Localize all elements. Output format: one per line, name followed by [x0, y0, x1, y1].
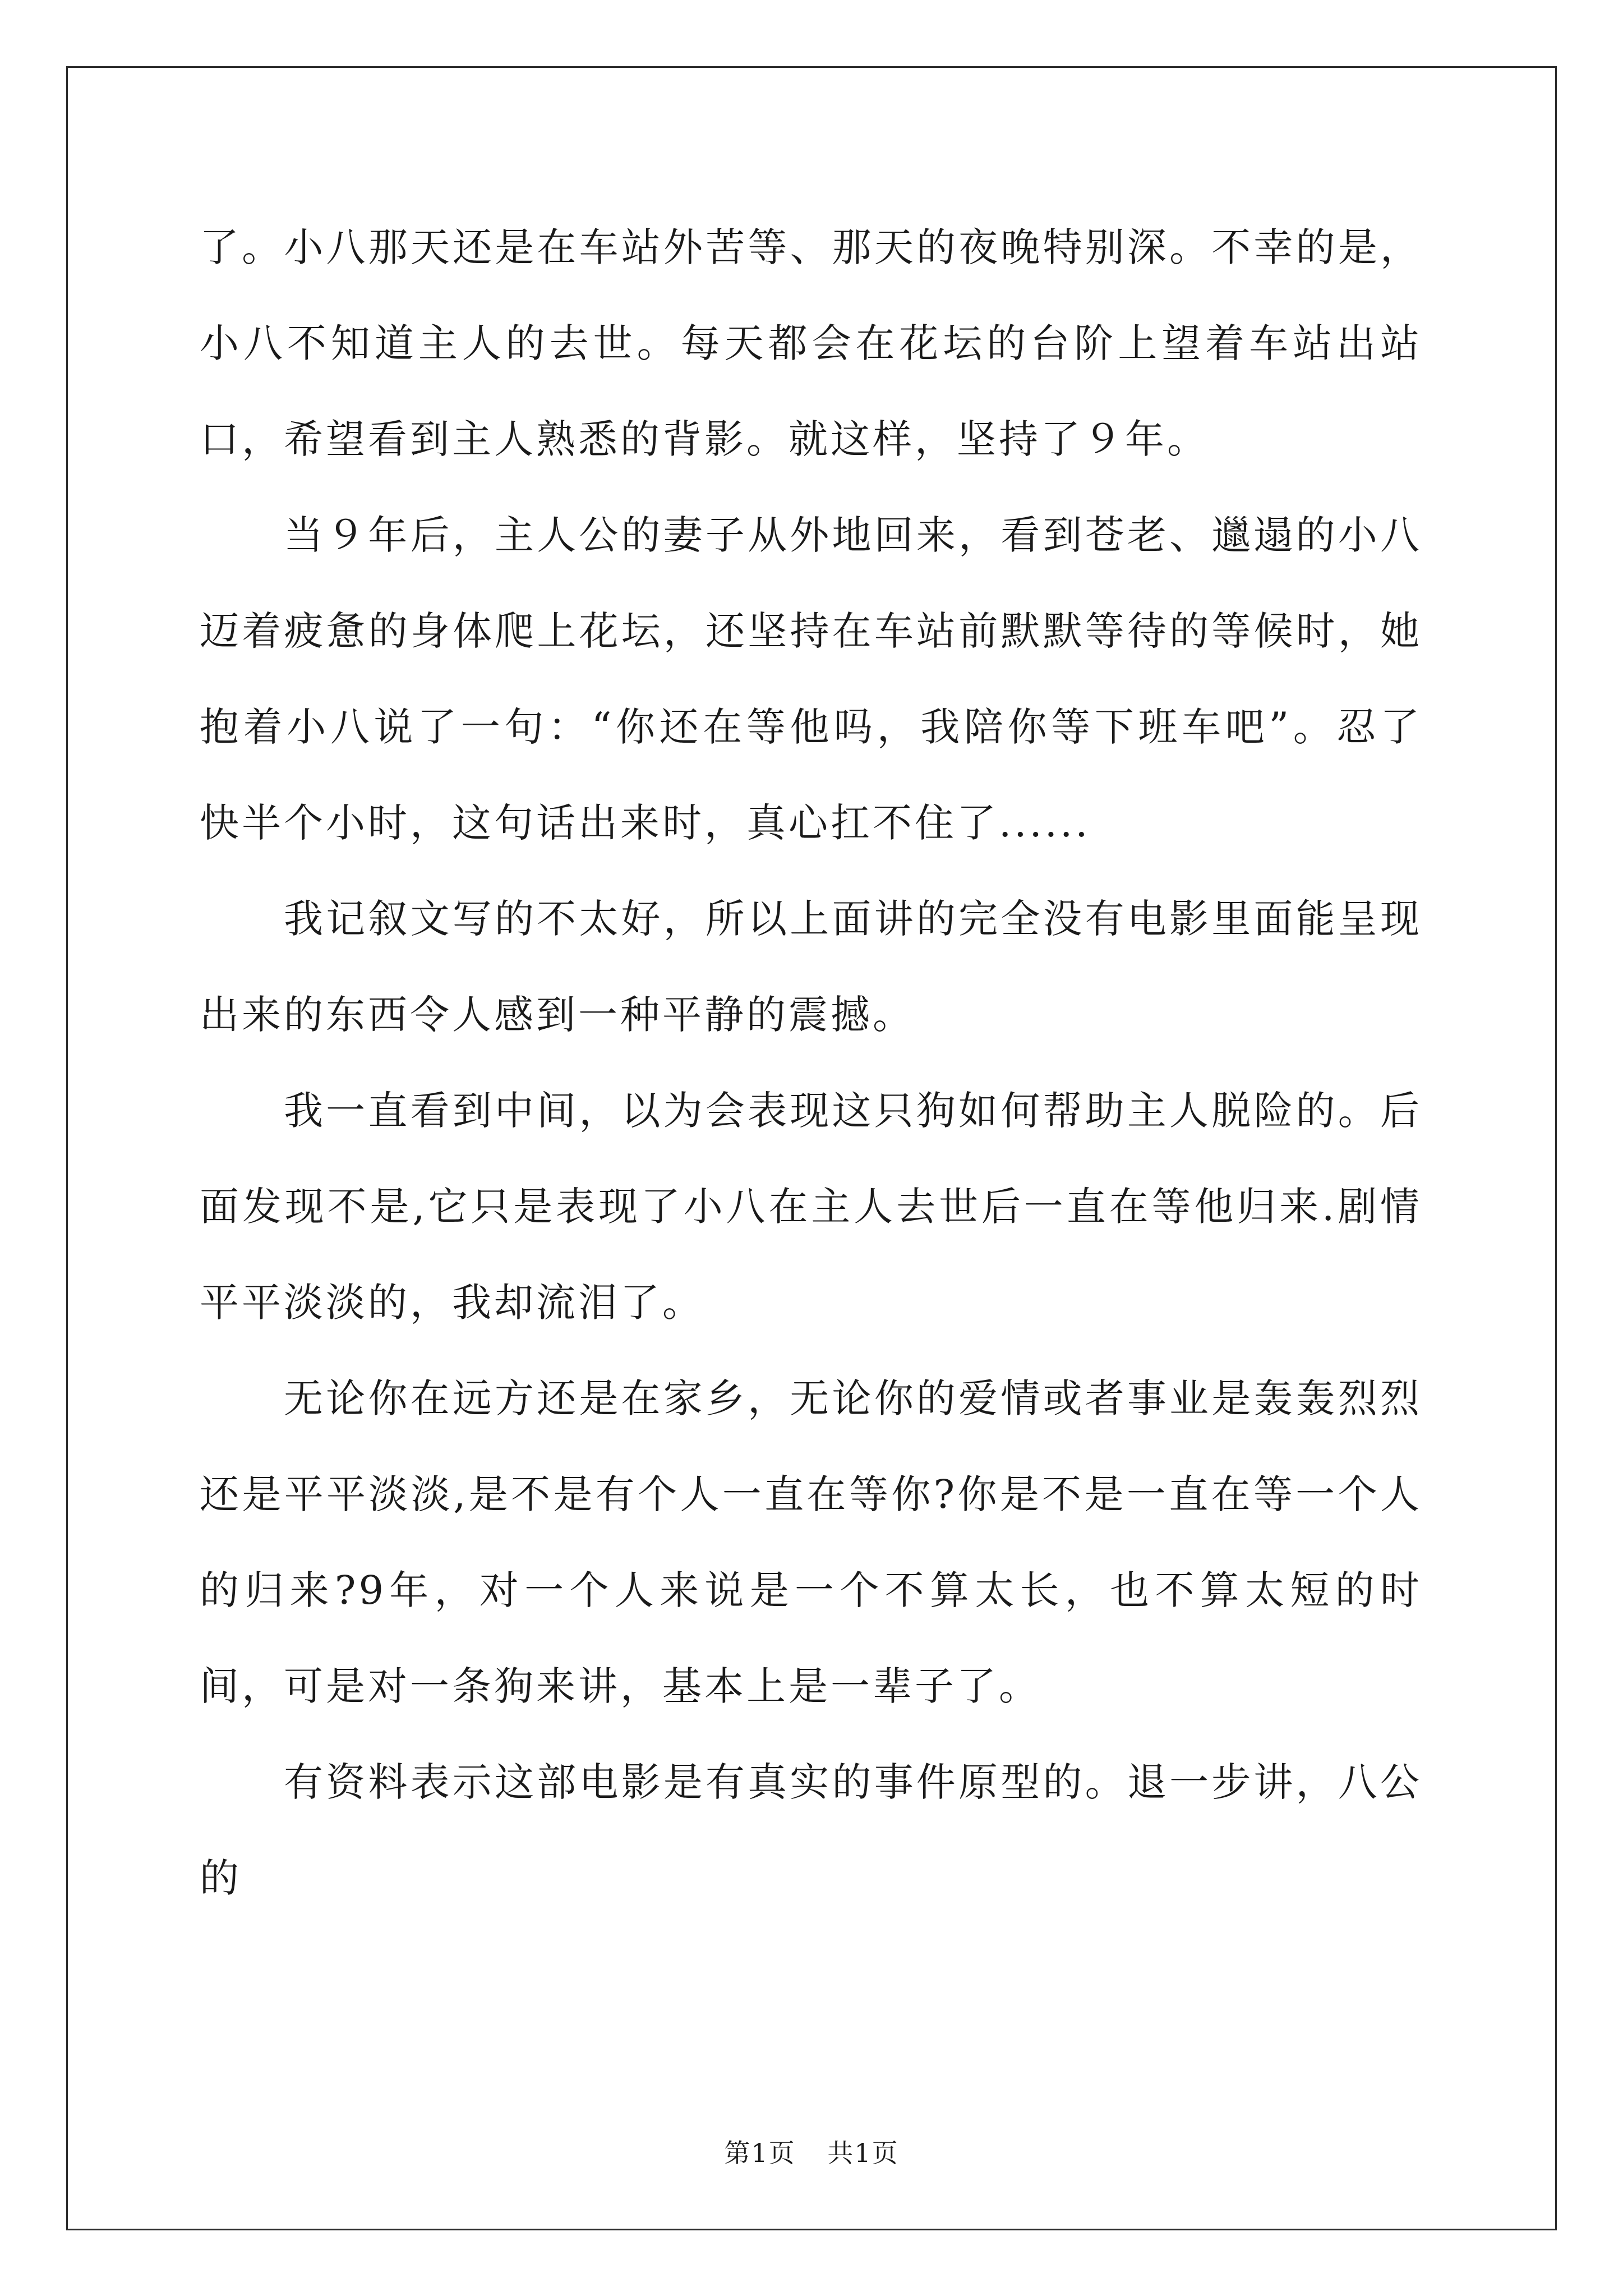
page-number: 第1页: [724, 2138, 796, 2168]
page-footer: [0, 2136, 1623, 2170]
paragraph-1: 了。小八那天还是在车站外苦等、那天的夜晚特别深。不幸的是，小八不知道主人的去世。每天都会在花坛的台阶上望着车站出站口，希望看到主人熟悉的背影。就这样，坚持了９年。: [200, 224, 1422, 462]
document-body: [200, 200, 1422, 1926]
page-total: 共1页: [827, 2138, 899, 2168]
paragraph-2: 当９年后，主人公的妻子从外地回来，看到苍老、邋遢的小八迈着疲惫的身体爬上花坛，还坚持在车站前默默等待的等候时，她抱着小八说了一句：“你还在等他吗，我陪你等下班车吧”。忍了快半个小时，这句话出来时，真心扛不住了......: [200, 512, 1422, 846]
paragraph-4: 我一直看到中间，以为会表现这只狗如何帮助主人脱险的。后面发现不是,它只是表现了小八在主人去世后一直在等他归来.剧情平平淡淡的，我却流泪了。: [200, 1088, 1422, 1326]
paragraph-6: 有资料表示这部电影是有真实的事件原型的。退一步讲，八公的: [200, 1759, 1422, 1901]
paragraph-5: 无论你在远方还是在家乡，无论你的爱情或者事业是轰轰烈烈还是平平淡淡,是不是有个人一直在等你?你是不是一直在等一个人的归来?9年，对一个人来说是一个不算太长，也不算太短的时间，可是对一条狗来讲，基本上是一辈子了。: [200, 1375, 1422, 1709]
paragraph-3: 我记叙文写的不太好，所以上面讲的完全没有电影里面能呈现出来的东西令人感到一种平静的震撼。: [200, 896, 1422, 1038]
